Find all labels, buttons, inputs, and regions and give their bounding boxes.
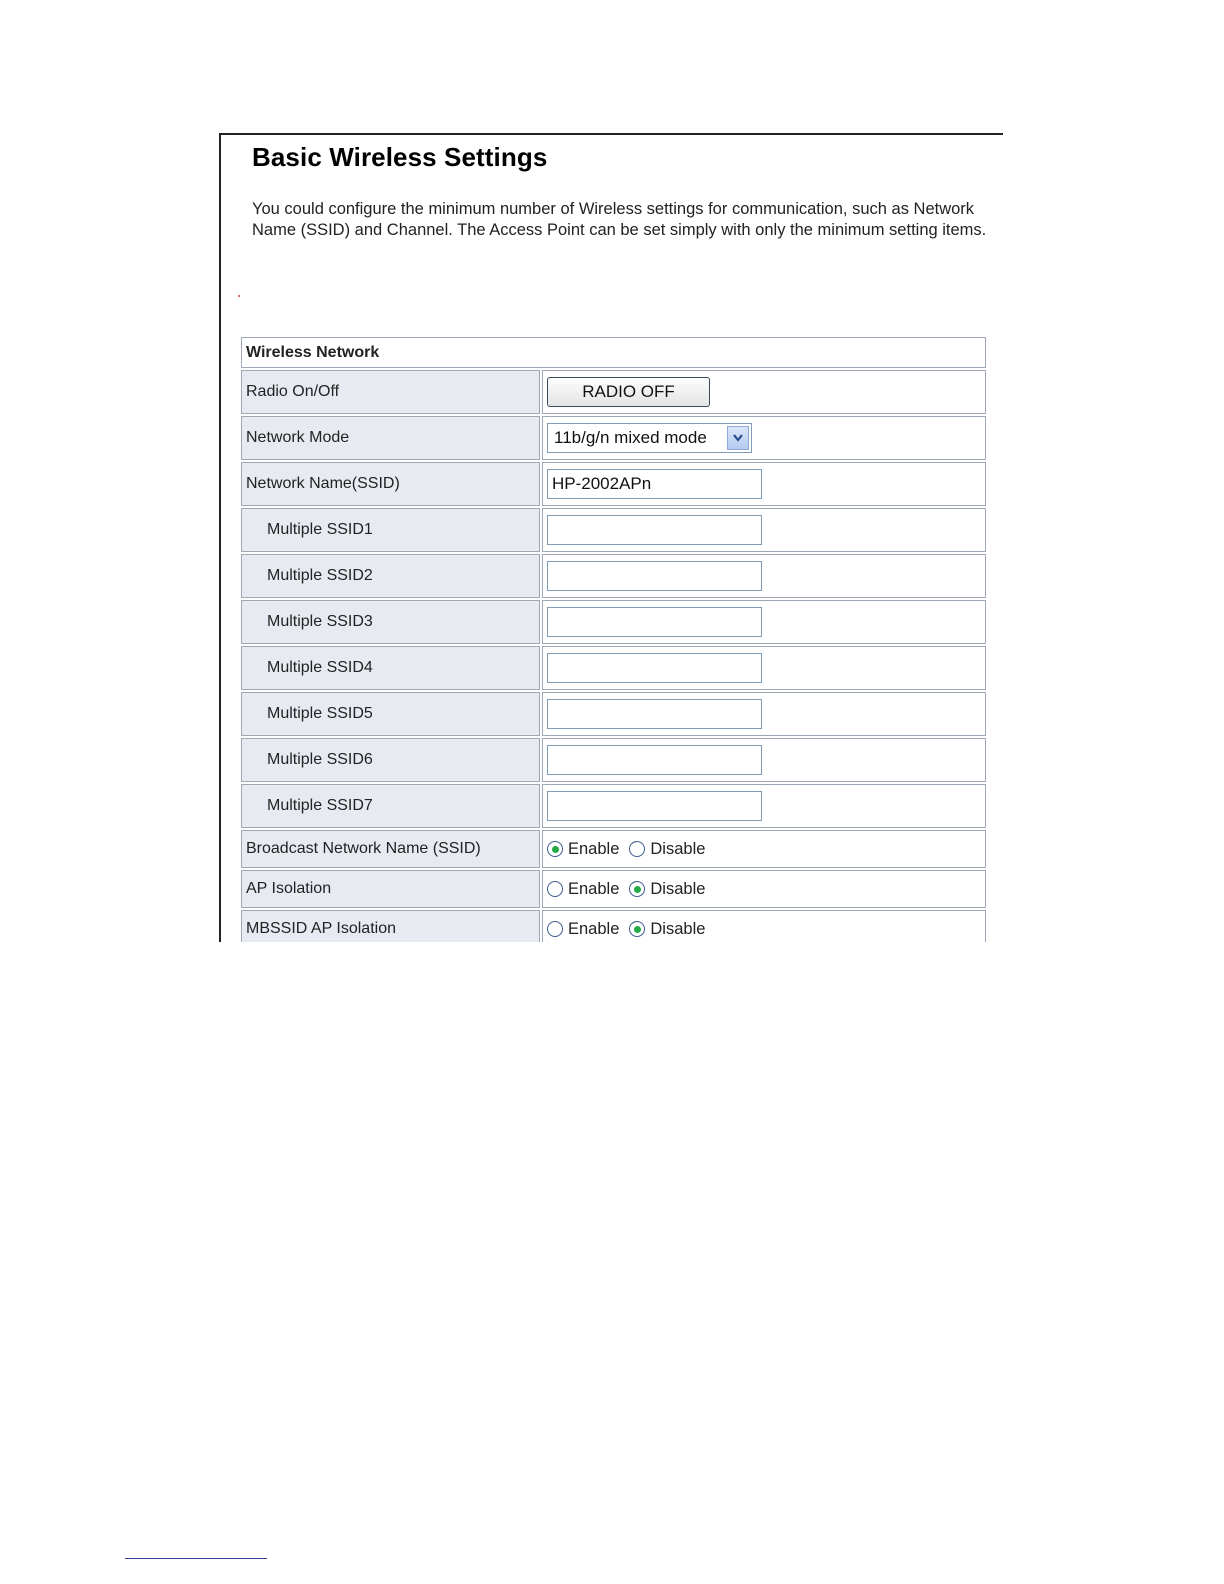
network-name-label: Network Name(SSID) bbox=[241, 462, 540, 506]
multiple-ssid5-label: Multiple SSID5 bbox=[241, 692, 540, 736]
table-row bbox=[241, 784, 986, 828]
network-mode-cell bbox=[542, 416, 986, 460]
multiple-ssid7-input[interactable] bbox=[547, 791, 762, 821]
table-row bbox=[241, 830, 986, 868]
broadcast-enable-label: Enable bbox=[568, 839, 620, 858]
ap-isolation-enable-radio[interactable] bbox=[547, 880, 619, 899]
multiple-ssid1-input[interactable] bbox=[547, 515, 762, 545]
footnote-divider bbox=[125, 1558, 267, 1559]
network-mode-value: 11b/g/n mixed mode bbox=[554, 428, 707, 447]
multiple-ssid2-label: Multiple SSID2 bbox=[241, 554, 540, 598]
table-row bbox=[241, 870, 986, 908]
multiple-ssid3-input[interactable] bbox=[547, 607, 762, 637]
network-name-input[interactable]: HP-2002APn bbox=[547, 469, 762, 499]
radio-selected-icon bbox=[629, 921, 645, 937]
ap-isolation-disable-radio[interactable] bbox=[629, 880, 705, 899]
radio-unselected-icon bbox=[629, 841, 645, 857]
table-row bbox=[241, 600, 986, 644]
multiple-ssid5-input[interactable] bbox=[547, 699, 762, 729]
multiple-ssid2-input[interactable] bbox=[547, 561, 762, 591]
radio-label: Radio On/Off bbox=[241, 370, 540, 414]
stray-dot bbox=[238, 295, 240, 297]
radio-unselected-icon bbox=[547, 921, 563, 937]
broadcast-label: Broadcast Network Name (SSID) bbox=[241, 830, 540, 868]
table-row bbox=[241, 738, 986, 782]
network-mode-select[interactable] bbox=[547, 423, 752, 453]
table-row bbox=[241, 370, 986, 414]
table-row bbox=[241, 462, 986, 506]
table-row bbox=[241, 508, 986, 552]
mbssid-isolation-disable-label: Disable bbox=[650, 919, 706, 938]
table-row bbox=[241, 554, 986, 598]
page-description: You could configure the minimum number of Wireless settings for communication, such as Network Name (SSID) and Channel. The Access Point can be set simply with only the minimum setting items. bbox=[252, 200, 987, 239]
radio-unselected-icon bbox=[547, 881, 563, 897]
multiple-ssid7-label: Multiple SSID7 bbox=[241, 784, 540, 828]
mbssid-isolation-enable-label: Enable bbox=[568, 919, 620, 938]
table-header: Wireless Network bbox=[241, 337, 986, 368]
mbssid-isolation-enable-radio[interactable] bbox=[547, 920, 619, 939]
table-row bbox=[241, 416, 986, 460]
ap-isolation-label: AP Isolation bbox=[241, 870, 540, 908]
broadcast-radio-group bbox=[547, 840, 981, 859]
multiple-ssid4-input[interactable] bbox=[547, 653, 762, 683]
radio-off-button[interactable]: RADIO OFF bbox=[547, 377, 710, 407]
mbssid-isolation-radio-group bbox=[547, 920, 981, 939]
multiple-ssid1-label: Multiple SSID1 bbox=[241, 508, 540, 552]
network-name-cell bbox=[542, 462, 986, 506]
network-mode-label: Network Mode bbox=[241, 416, 540, 460]
broadcast-disable-label: Disable bbox=[650, 839, 706, 858]
ap-isolation-radio-group bbox=[547, 880, 981, 899]
multiple-ssid6-input[interactable] bbox=[547, 745, 762, 775]
ap-isolation-disable-label: Disable bbox=[650, 879, 706, 898]
multiple-ssid6-label: Multiple SSID6 bbox=[241, 738, 540, 782]
radio-cell bbox=[542, 370, 986, 414]
chevron-down-icon[interactable] bbox=[727, 426, 749, 450]
mbssid-isolation-disable-radio[interactable] bbox=[629, 920, 705, 939]
radio-selected-icon bbox=[629, 881, 645, 897]
table-row bbox=[241, 692, 986, 736]
wireless-network-table bbox=[239, 335, 988, 942]
multiple-ssid3-label: Multiple SSID3 bbox=[241, 600, 540, 644]
table-row bbox=[241, 646, 986, 690]
broadcast-disable-radio[interactable] bbox=[629, 840, 705, 859]
multiple-ssid4-label: Multiple SSID4 bbox=[241, 646, 540, 690]
radio-selected-icon bbox=[547, 841, 563, 857]
screenshot-frame bbox=[219, 133, 1003, 942]
mbssid-isolation-label: MBSSID AP Isolation bbox=[241, 910, 540, 942]
page-title: Basic Wireless Settings bbox=[252, 142, 548, 172]
ap-isolation-enable-label: Enable bbox=[568, 879, 620, 898]
broadcast-enable-radio[interactable] bbox=[547, 840, 619, 859]
table-row bbox=[241, 910, 986, 942]
